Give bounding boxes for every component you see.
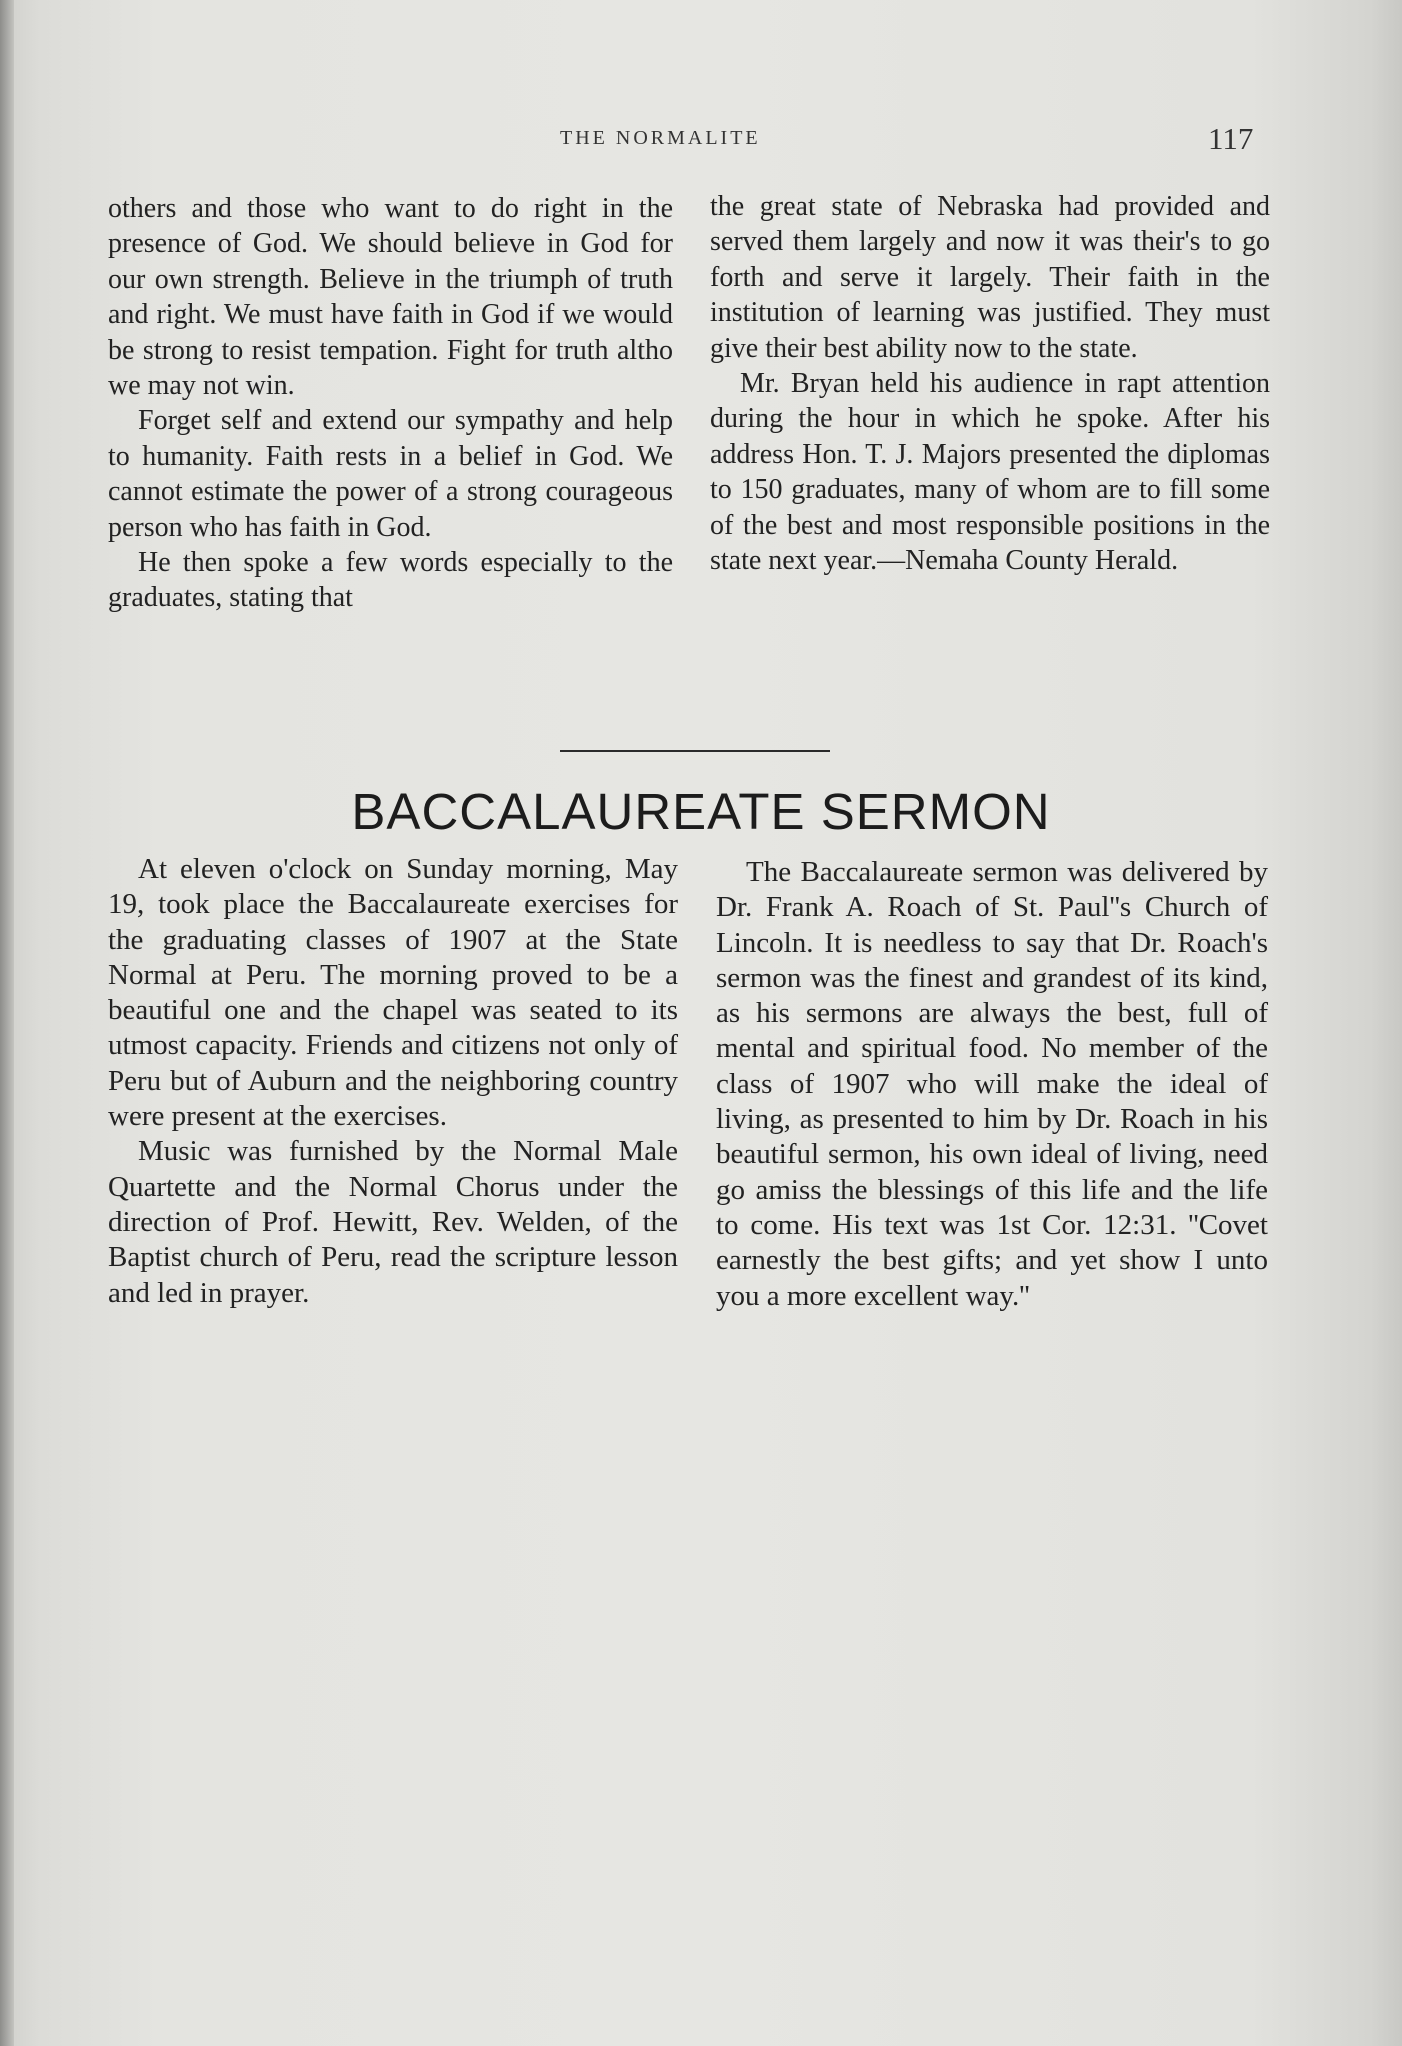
running-title: THE NORMALITE	[560, 127, 761, 149]
article2-right-column	[716, 855, 1268, 1314]
page-number: 117	[1208, 121, 1254, 156]
paragraph: others and those who want to do right in the presence of God. We should believe in God for our own strength. Believe in the triumph of truth and right. We must have faith in God if we would be strong to resist tempation. Fight for truth altho we may not win.	[108, 193, 673, 402]
paragraph: The Baccalaureate sermon was delivered by Dr. Frank A. Roach of St. Paul''s Church of Lincoln. It is needless to say that Dr. Roach's sermon was the finest and grandest of its kind, as his sermons are always the best, full of mental and spiritual food. No member of the class of 1907 who will make the ideal of living, as presented to him by Dr. Roach in his beautiful sermon, his own ideal of living, need go amiss the blessings of this life and the life to come. His text was 1st Cor. 12:31. ''Covet earnestly the best gifts; and yet show I unto you a more excellent way.''	[716, 856, 1268, 1312]
paragraph: Forget self and extend our sympathy and help to humanity. Faith rests in a belief in God. We cannot estimate the power of a strong courageous person who has faith in God.	[108, 405, 673, 543]
page-edge-shadow	[0, 0, 14, 2046]
article2-left-column	[108, 852, 678, 1311]
article1-left-column	[108, 191, 673, 616]
article1-right-column	[710, 189, 1270, 578]
paragraph: Music was furnished by the Normal Male Quartette and the Normal Chorus under the direction of Prof. Hewitt, Rev. Welden, of the Baptist church of Peru, read the scripture lesson and led in prayer.	[108, 1135, 678, 1309]
page-header	[0, 121, 1402, 157]
paragraph: the great state of Nebraska had provided and served them largely and now it was their's to go forth and serve it largely. Their faith in the institution of learning was justified. They must give their best ability now to the state.	[710, 191, 1270, 364]
section-divider	[560, 750, 830, 752]
article2-title: BACCALAUREATE SERMON	[351, 783, 1051, 840]
paragraph: At eleven o'clock on Sunday morning, May 19, took place the Baccalaureate exercises for the graduating classes of 1907 at the State Normal at Peru. The morning proved to be a beautiful one and the chapel was seated to its utmost capacity. Friends and citizens not only of Peru but of Auburn and the neighboring country were present at the exercises.	[108, 853, 678, 1133]
paragraph: He then spoke a few words especially to the graduates, stating that	[108, 547, 673, 614]
paragraph: Mr. Bryan held his audience in rapt attention during the hour in which he spoke. After his address Hon. T. J. Majors presented the diplomas to 150 graduates, many of whom are to fill some of the best and most responsible positions in the state next year.—Nemaha County Herald.	[710, 368, 1270, 577]
